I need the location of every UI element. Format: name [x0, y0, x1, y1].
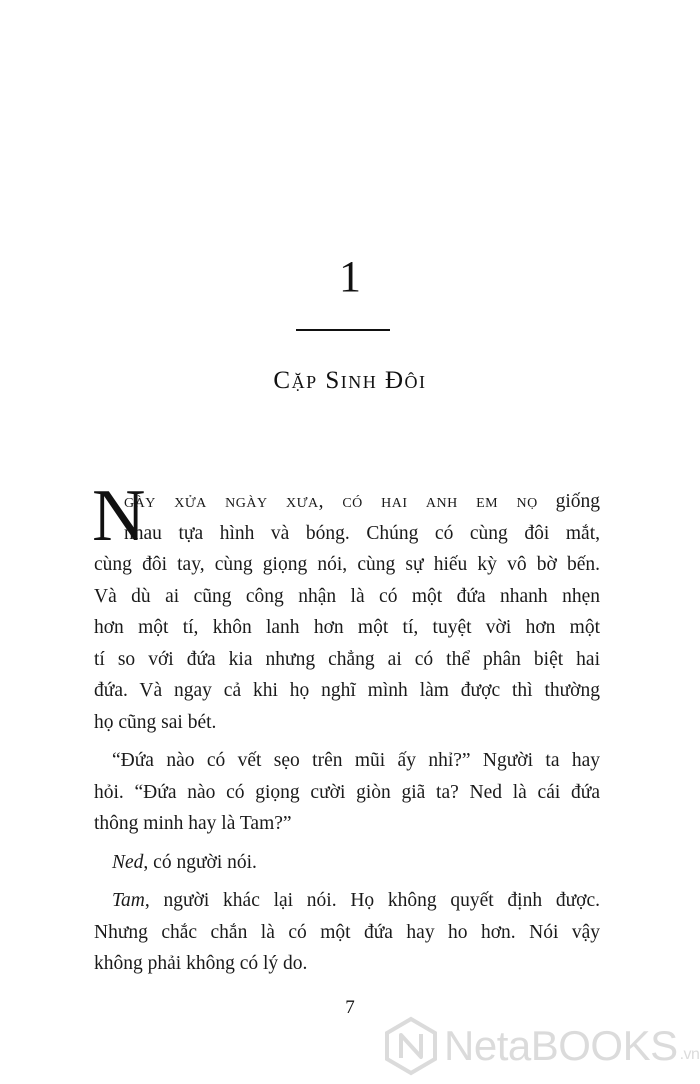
text-line: họ cũng sai bét. — [94, 711, 217, 733]
text-line: Nhưng chắc chắn là có một đứa hay ho hơn. Nói vậy — [94, 921, 600, 943]
chapter-title: Cặp Sinh Đôi — [273, 367, 427, 394]
watermark — [384, 1012, 700, 1080]
character-name: Ned — [112, 851, 144, 873]
opening-small-caps: gày xửa ngày xưa, có hai anh em nọ — [124, 491, 538, 512]
chapter-number: 1 — [339, 252, 361, 301]
character-name: Tam — [112, 890, 145, 911]
text-line: tí so với đứa kia nhưng chẳng ai có thể phân biệt hai — [94, 648, 600, 670]
text-line — [94, 885, 600, 917]
text-line — [94, 847, 600, 879]
text-line: không phải không có lý do. — [94, 953, 308, 974]
paragraph-1 — [92, 475, 600, 738]
text-line-part: , có người nói. — [143, 851, 257, 873]
text-line: “Đứa nào có vết sẹo trên mũi ấy nhỉ?” Người ta hay — [112, 750, 600, 771]
text-line: cùng đôi tay, cùng giọng nói, cùng sự hiếu kỳ vô bờ bến. — [94, 554, 600, 575]
text-line: hơn một tí, khôn lanh hơn một tí, tuyệt vời hơn một — [94, 617, 600, 638]
text-line-part: giống — [537, 491, 600, 512]
paragraph-4 — [94, 885, 600, 980]
text-line: nhau tựa hình và bóng. Chúng có cùng đôi mắt, — [124, 522, 600, 544]
paragraph-2 — [94, 745, 600, 840]
text-line: đứa. Và ngay cả khi họ nghĩ mình làm được thì thường — [94, 680, 600, 701]
text-line — [94, 486, 600, 518]
text-line: hỏi. “Đứa nào có giọng cười giòn giã ta? Ned là cái đứa — [94, 781, 600, 803]
page-number: 7 — [345, 997, 355, 1018]
n-logo-icon — [384, 1016, 438, 1076]
text-line: Và dù ai cũng công nhận là có một đứa nhanh nhẹn — [94, 585, 600, 607]
paragraph-3 — [94, 847, 600, 879]
drop-cap: N — [92, 475, 146, 557]
chapter-divider — [296, 329, 390, 331]
watermark-brand: NetaBOOKS — [444, 1022, 678, 1069]
watermark-suffix: .vn — [679, 1046, 700, 1063]
text-line-part: , người khác lại nói. Họ không quyết định được. — [144, 890, 600, 911]
chapter-body — [92, 475, 600, 980]
text-line: thông minh hay là Tam?” — [94, 813, 292, 834]
